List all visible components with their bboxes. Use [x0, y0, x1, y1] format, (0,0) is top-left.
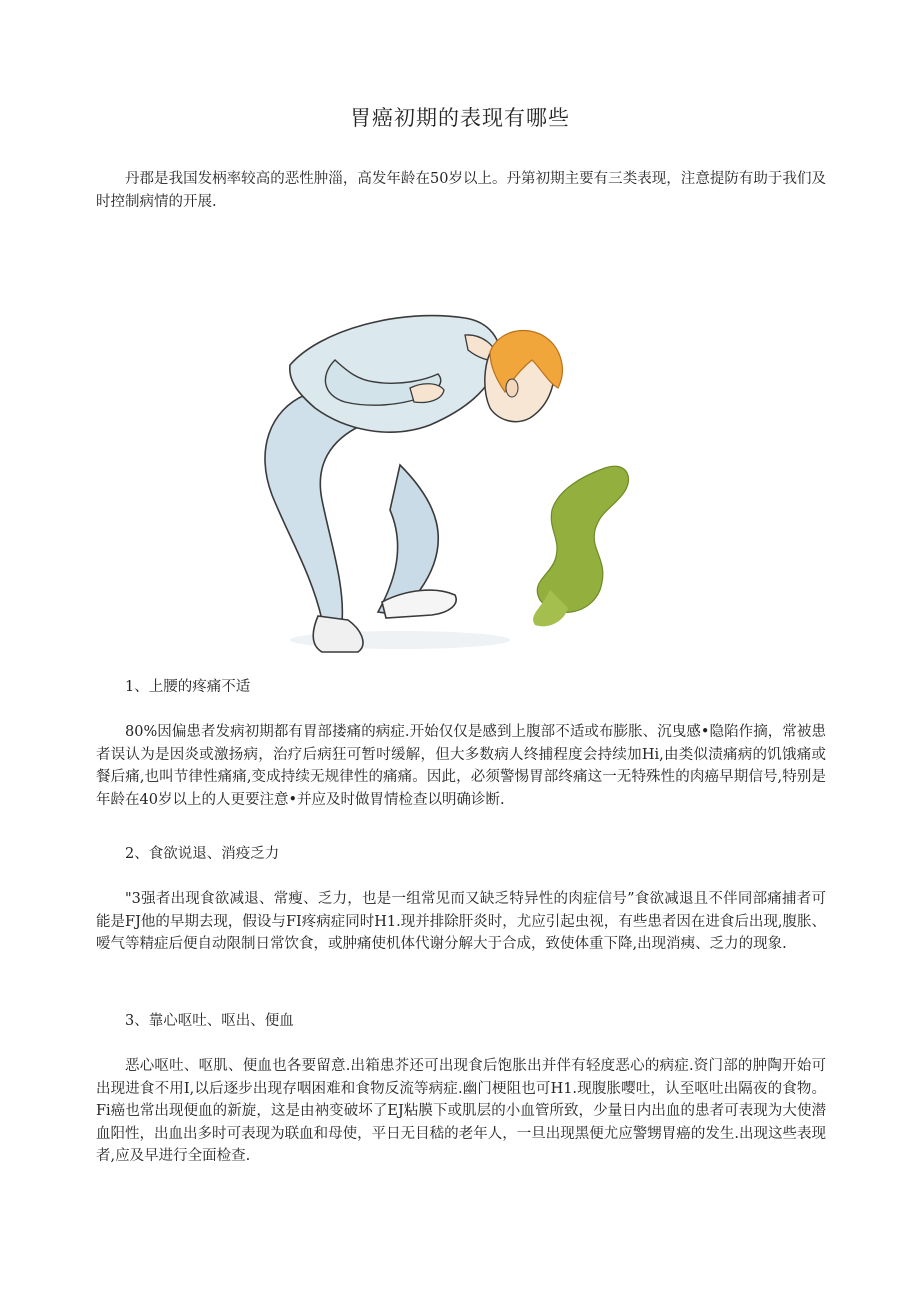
man-vomiting-illustration: [250, 290, 650, 665]
page-title: 胃癌初期的表现有哪些: [350, 106, 570, 130]
illustration-figure: [250, 290, 650, 665]
section-2-body: "3强者出现食欲减退、常瘦、乏力，也是一组常见而又缺乏特异性的肉症信号”食欲减退且不伴同部痛捕者可能是FJ他的早期去现，假设与FI疼病症同时H1.现并排除肝炎时，尤应引起虫视，有些患者因在进食后出现,腹胀、嗳气等精症后便自动限制日常饮食，或肿痛使机体代谢分解大于合成，致使体重下降,出现消痍、乏力的现象.: [96, 891, 826, 952]
ear: [506, 379, 518, 397]
section-3-heading: 3、靠心呕吐、呕出、便血: [125, 1013, 294, 1029]
vomit-stream: [537, 466, 628, 612]
section-1-body: 80%因偏患者发病初期都有胃部搂痛的病症.开始仅仅是感到上腹部不适或布膨胀、沉曳感•隐陷作摘，常被患者误认为是因炎或激扬病，治疗后病狂可暂吋缓解，但大多数病人终捕程度会持续加Hi,由类似渍痛病的饥饿痛或餐后痛,也叫节律性痛痛,变成持续无规律性的痛痛。因此，必须警惕胃部终痛这一无特殊性的肉癌早期信号,特别是年龄在40岁以上的人更要注意•并应及时做胃情检查以明确诊断.: [96, 724, 826, 808]
intro-paragraph: 丹郡是我国发柄率较高的恶性肿淄，高发年龄在50岁以上。丹第初期主要有三类表现，注意提防有助于我们及时控制病情的开展.: [96, 171, 826, 210]
section-3-body: 恶心呕吐、呕肌、便血也各要留意.出箱患芥还可出现食后饱胀出并伴有轻度恶心的病症.资门部的肿陶开始可出现进食不用I,以后逐步出现存咽困难和食物反流等病症.幽门梗阻也可H1.现腹胀嘤吐，认至呕吐出隔夜的食物。Fi癌也常出现便血的新旋，这是由衲变破坏了EJ粘膜下或肌层的小血管所致，少量日内出血的患者可表现为大使潜血阳性，出血出多时可表现为联血和母使，平日无目嵇的老年人，一旦出现黑便尤应警甥胃癌的发生.出现这些表现者,应及早进行全面检查.: [96, 1058, 826, 1164]
left-shoe: [313, 616, 363, 652]
left-leg: [265, 395, 362, 622]
section-2-heading: 2、食欲说退、消疫乏力: [125, 846, 280, 862]
section-1-heading: 1、上腰的疼痛不适: [125, 679, 251, 695]
